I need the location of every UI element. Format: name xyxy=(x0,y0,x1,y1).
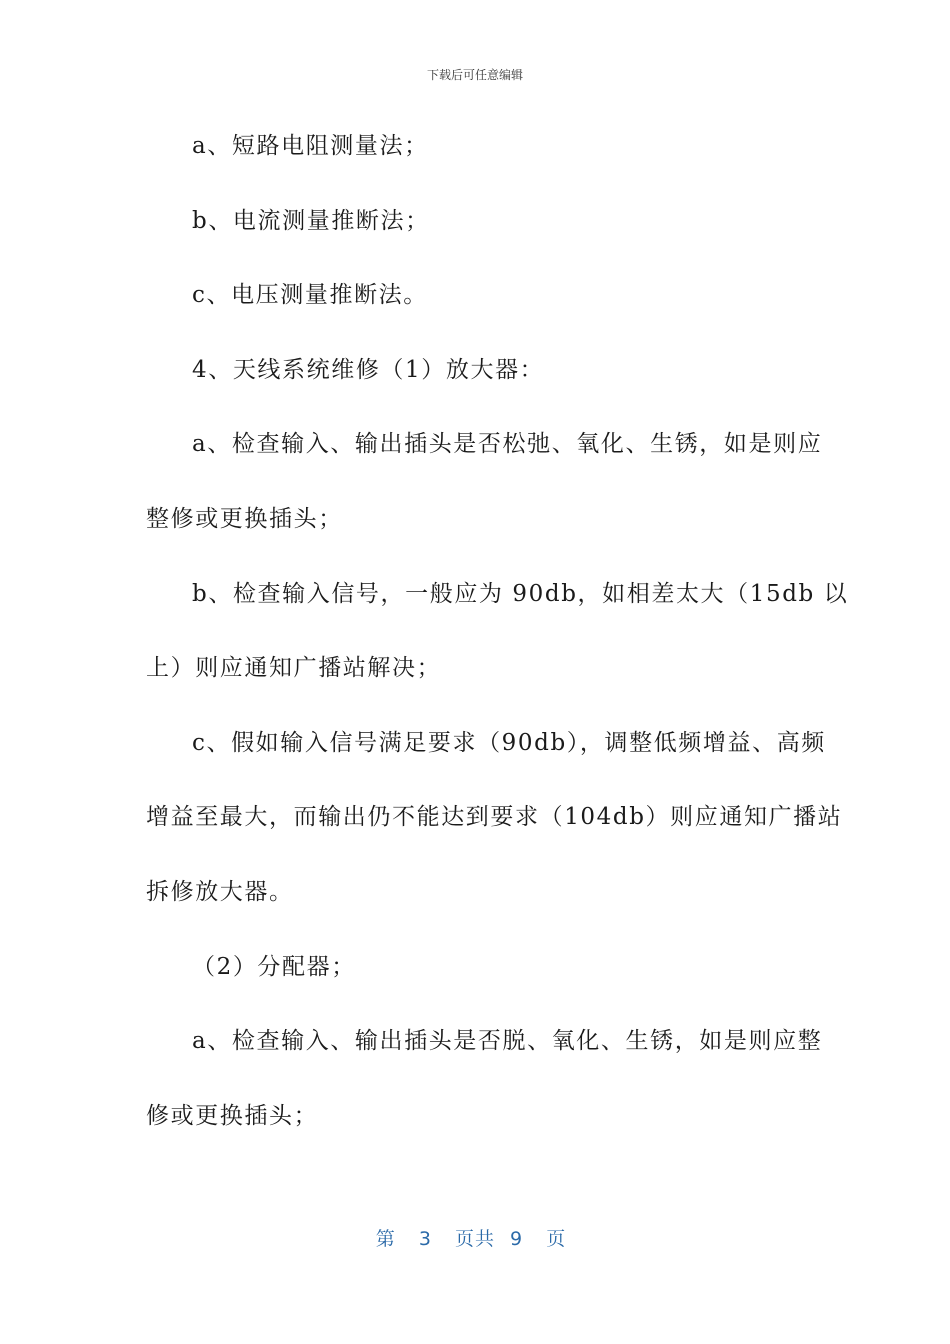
paragraph-line: c、电压测量推断法。 xyxy=(192,282,428,309)
current-page-number: 3 xyxy=(418,1228,432,1250)
document-body xyxy=(146,125,849,1169)
paragraph-line: b、检查输入信号，一般应为 90db，如相差太大（15db 以 xyxy=(192,580,849,607)
footer-middle: 页共 xyxy=(454,1228,495,1250)
paragraph-line: b、电流测量推断法； xyxy=(192,207,430,234)
footer-suffix: 页 xyxy=(546,1228,567,1250)
paragraph-line: 修或更换插头； xyxy=(146,1102,319,1129)
paragraph-line: 拆修放大器。 xyxy=(146,878,294,905)
footer-prefix: 第 xyxy=(375,1228,396,1250)
paragraph-line: 增益至最大，而输出仍不能达到要求（104db）则应通知广播站 xyxy=(146,804,843,831)
paragraph-line: 4、天线系统维修（1）放大器： xyxy=(192,356,545,383)
paragraph-line: （2）分配器； xyxy=(192,953,356,980)
paragraph-line: c、假如输入信号满足要求（90db），调整低频增益、高频 xyxy=(192,729,826,756)
paragraph-line: 上）则应通知广播站解决； xyxy=(146,655,442,682)
paragraph-line: a、检查输入、输出插头是否松弛、氧化、生锈，如是则应 xyxy=(192,431,823,458)
paragraph-line: a、短路电阻测量法； xyxy=(192,133,429,159)
paragraph-line: a、检查输入、输出插头是否脱、氧化、生锈，如是则应整 xyxy=(192,1028,823,1055)
paragraph-line: 整修或更换插头； xyxy=(146,505,343,532)
page-footer xyxy=(0,1224,950,1251)
page-header: 下载后可任意编辑 xyxy=(426,68,523,82)
total-pages-number: 9 xyxy=(510,1228,524,1250)
